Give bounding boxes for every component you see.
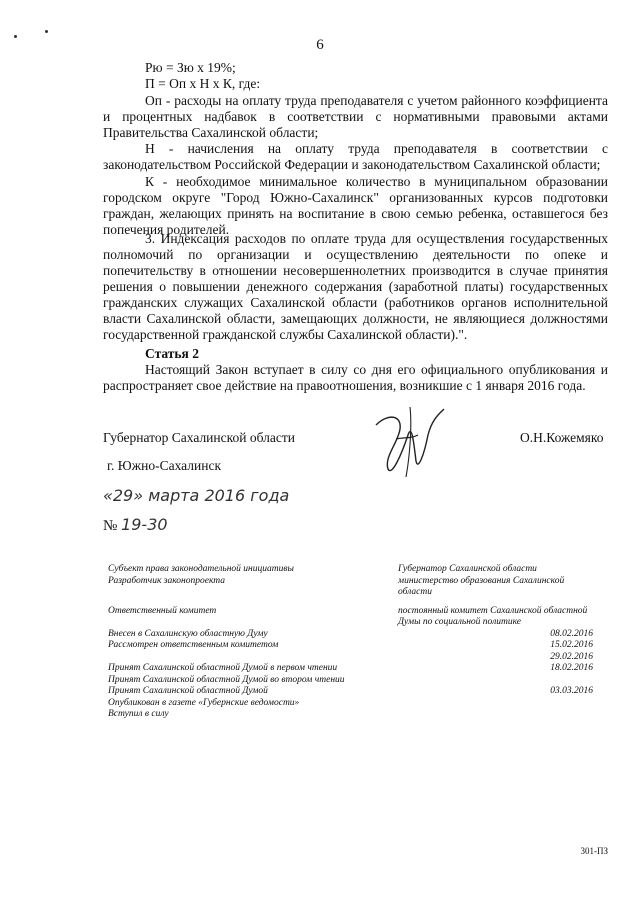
- law-number: [103, 515, 168, 535]
- formula-p: П = Оп х Н х К, где:: [145, 76, 261, 91]
- legislative-history: [108, 564, 593, 721]
- article-2-heading: Статья 2: [145, 346, 199, 361]
- history-row: Субъект права законодательной инициативы Губернатор Сахалинской области: [108, 564, 537, 574]
- article-2-text: Настоящий Закон вступает в силу со дня его официального опубликования и распространяет свое действие на правоотношения, возникшие с 1 января 2016 года.: [103, 362, 608, 393]
- scan-speck: [45, 30, 48, 33]
- legislative-history-table: [108, 564, 593, 721]
- history-row: Вступил в силу: [108, 709, 169, 719]
- number-sign: №: [103, 518, 118, 534]
- history-row: Принят Сахалинской областной Думой во втором чтении: [108, 674, 345, 685]
- history-row: Рассмотрен ответственным комитетом 15.02.2016: [108, 640, 593, 650]
- handwritten-signature: [370, 405, 450, 480]
- paragraph-n: Н - начисления на оплату труда преподавателя в соответствии с законодательством Российской Федерации и законодательством Сахалинской области;: [103, 141, 608, 172]
- history-row: 29.02.2016: [550, 651, 593, 662]
- document-code: 301-ПЗ: [580, 846, 608, 856]
- page-number: 6: [316, 37, 324, 53]
- governor-name: О.Н.Кожемяко: [520, 430, 604, 445]
- history-row: Принят Сахалинской областной Думой 03.03.2016: [108, 686, 593, 696]
- history-row: Принят Сахалинской областной Думой в первом чтении 18.02.2016: [108, 663, 593, 673]
- history-row: Внесен в Сахалинскую областную Думу 08.02.2016: [108, 628, 593, 639]
- city: г. Южно-Сахалинск: [107, 458, 222, 473]
- paragraph-3: 3. Индексация расходов по оплате труда для осуществления государственных полномочий по организации и осуществлению деятельности по опеке и попечительству в отношении несовершеннолетних производится в случае принятия решения о повышении денежного содержания (заработной платы) государственных гражданских служащих Сахалинской области (работников органов исполнительной власти Сахалинской области, замещающих должности, не являющиеся должностями государственной гражданской службы Сахалинской области).".: [103, 231, 608, 342]
- formula-r: Рю = Зю х 19%;: [145, 60, 236, 75]
- paragraph-op: Оп - расходы на оплату труда преподавателя с учетом районного коэффициента и процентных надбавок в соответствии с нормативными правовыми актами Правительства Сахалинской области;: [103, 93, 608, 140]
- history-row: Опубликован в газете «Губернские ведомости»: [108, 697, 300, 708]
- governor-position: Губернатор Сахалинской области: [103, 430, 295, 445]
- handwritten-date: «29» марта 2016 года: [103, 486, 290, 505]
- history-row: Ответственный комитет постоянный комитет Сахалинской областной Думы по социальной политике: [108, 605, 588, 627]
- history-row: Разработчик законопроекта министерство образования Сахалинской области: [108, 575, 565, 597]
- paragraph-k: К - необходимое минимальное количество в муниципальном образовании городском округе "Город Южно-Сахалинск" организованных курсов подготовки граждан, желающих принять на воспитание в свою семью ребенка, оставшегося без попечения родителей.: [103, 174, 608, 237]
- handwritten-law-number: 19-30: [121, 515, 168, 534]
